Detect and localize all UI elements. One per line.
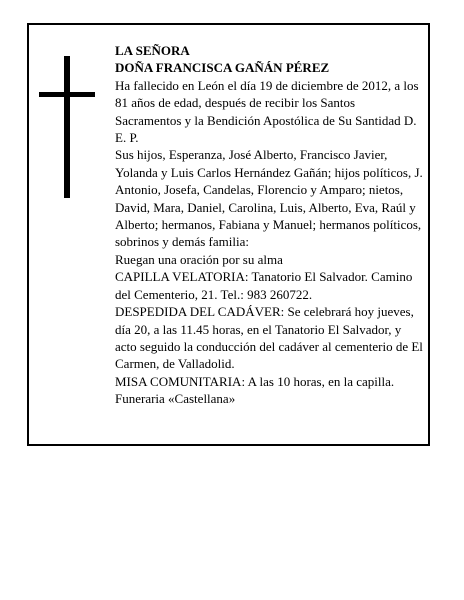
cross-vertical-bar — [64, 56, 70, 198]
funeral-home: Funeraria «Castellana» — [115, 391, 236, 407]
obituary-notice — [27, 23, 430, 446]
notice-text — [115, 42, 423, 408]
prayer-request: Ruegan una oración por su alma — [115, 251, 283, 267]
chapel-info: CAPILLA VELATORIA: Tanatorio El Salvador. Camino del Cementerio, 21. Tel.: 983 260722. — [115, 269, 413, 302]
notice-title: LA SEÑORA — [115, 43, 190, 58]
cross-horizontal-bar — [39, 92, 95, 97]
mass-info: MISA COMUNITARIA: A las 10 horas, en la capilla. — [115, 373, 395, 389]
farewell-info: DESPEDIDA DEL CADÁVER: Se celebrará hoy jueves, día 20, a las 11.45 horas, en el Tanatorio El Salvador, y acto seguido la conducción del cadáver al cementerio de El Carmen, de Valladolid. — [115, 304, 423, 372]
death-announcement: Ha fallecido en León el día 19 de diciembre de 2012, a los 81 años de edad, después de recibir los Santos Sacramentos y la Bendición Apostólica de Su Santidad D. E. P. — [115, 77, 419, 146]
deceased-name: DOÑA FRANCISCA GAÑÁN PÉREZ — [115, 60, 330, 76]
cross-icon — [39, 56, 95, 198]
family-list: Sus hijos, Esperanza, José Alberto, Francisco Javier, Yolanda y Luis Carlos Hernández Gañán; hijos políticos, J. Antonio, Josefa, Candelas, Florencio y Amparo; nietos, David, Mara, Daniel, Carolina, Luis, Alberto, Eva, Raúl y Alberto; hermanos, Fabiana y Manuel; hermanos políticos, sobrinos y demás familia: — [115, 147, 423, 250]
